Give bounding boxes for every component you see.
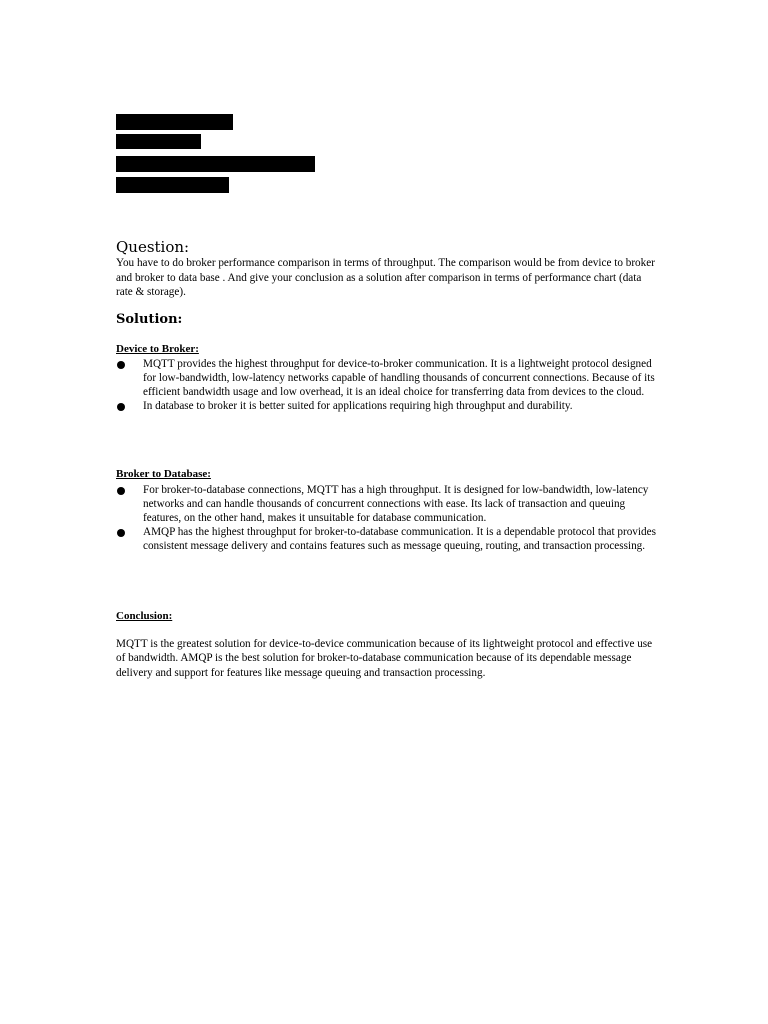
broker-to-database-heading: Broker to Database: xyxy=(116,468,211,480)
list-item xyxy=(116,399,661,413)
list-item-text: MQTT provides the highest throughput for device-to-broker communication. It is a lightweight protocol designed for low-bandwidth, low-latency networks capable of handling thousands of concurrent connections. Because of its efficient bandwidth usage and low overhead, it is an ideal choice for transferring data from devices to the cloud. xyxy=(143,358,655,399)
redacted-id-bar xyxy=(116,134,201,149)
list-item xyxy=(116,525,661,553)
redacted-course-bar xyxy=(116,156,315,172)
list-item-text: For broker-to-database connections, MQTT has a high throughput. It is designed for low-bandwidth, low-latency networks and can handle thousands of concurrent connections with ease. Its lack of transaction and queuing features, on the other hand, makes it unsuitable for database communication. xyxy=(143,484,649,525)
list-item xyxy=(116,483,661,525)
redacted-name-bar xyxy=(116,114,233,130)
question-body: You have to do broker performance comparison in terms of throughput. The comparison would be from device to broker and broker to data base . And give your conclusion as a solution after comparison in terms of performance chart (data rate & storage). xyxy=(116,257,655,299)
list-item xyxy=(116,357,661,399)
list-item-text: AMQP has the highest throughput for broker-to-database communication. It is a dependable protocol that provides consistent message delivery and contains features such as message queuing, routing, and transaction processing. xyxy=(143,526,656,553)
question-heading: Question: xyxy=(116,238,190,256)
bullet-icon xyxy=(117,529,125,537)
bullet-icon xyxy=(117,361,125,369)
conclusion-body: MQTT is the greatest solution for device-to-device communication because of its lightweight protocol and effective use of bandwidth. AMQP is the best solution for broker-to-database communication because of its dependable message delivery and support for features like message queuing and transaction processing. xyxy=(116,638,653,679)
device-to-broker-list xyxy=(116,357,661,413)
bullet-icon xyxy=(117,403,125,411)
conclusion-heading: Conclusion: xyxy=(116,610,173,622)
redacted-date-bar xyxy=(116,177,229,193)
broker-to-database-list xyxy=(116,483,661,553)
solution-heading: Solution: xyxy=(116,312,183,327)
device-to-broker-heading: Device to Broker: xyxy=(116,343,199,355)
bullet-icon xyxy=(117,487,125,495)
list-item-text: In database to broker it is better suited for applications requiring high throughput and durability. xyxy=(143,400,573,413)
